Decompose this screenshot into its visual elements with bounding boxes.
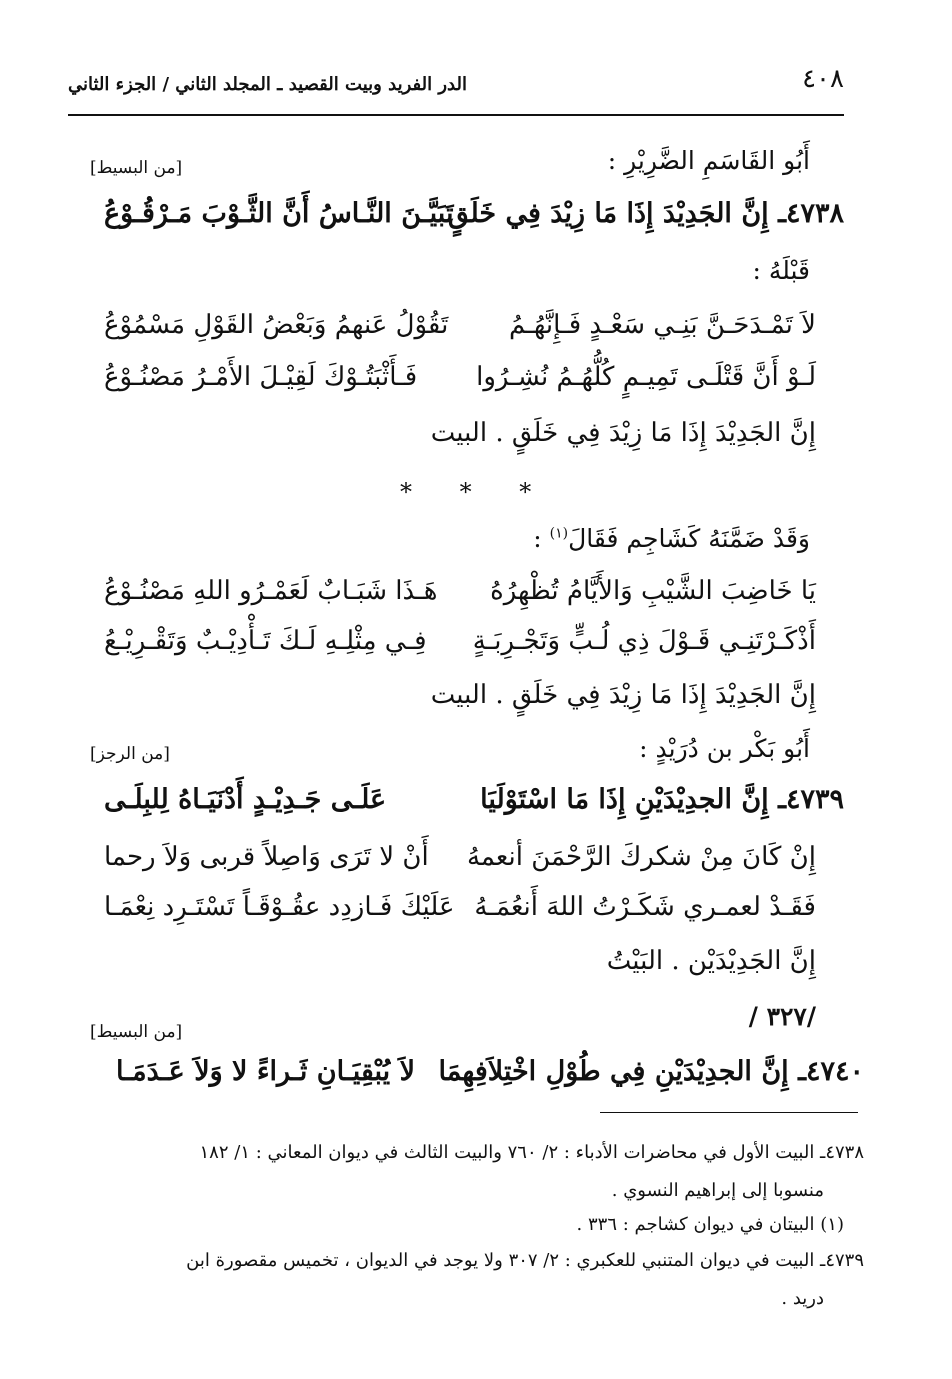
verse-hemistich-right: يَا خَاضِبَ الشَّيْبِ وَالأَيَّامُ تُظْهِرُهُ xyxy=(490,576,816,606)
page-reference: /٣٢٧ / xyxy=(748,1002,816,1031)
verse-hemistich-left: فَـأَثْبَتُـوْكَ لَقِيْـلَ الأَمْـرُ مَصْنُـوْعُ xyxy=(104,362,418,392)
running-title: الدر الفريد وبيت القصيد ـ المجلد الثاني / الجزء الثاني xyxy=(68,74,467,95)
before-label: قَبْلَهُ : xyxy=(752,256,810,285)
footnote-rule xyxy=(600,1112,858,1113)
verse-hemistich-right: أَذْكَـرْتَنِـي قَـوْلَ ذِي لُـبٍّ وَتَجْـرِبَـةٍ xyxy=(472,626,816,656)
meter-label: [من البسيط] xyxy=(90,158,183,178)
verse-hemistich-right: إِنْ كَانَ مِنْ شكركَ الرَّحْمَنَ أنعمهُ xyxy=(466,842,816,872)
verse-hemistich-right: ٤٧٣٨ـ إِنَّ الجَدِيْدَ إِذَا مَا زِيْدَ فِي خَلَقٍ xyxy=(447,198,844,229)
verse-hemistich-right: لاَ تَمْـدَحَـنَّ بَنِـي سَعْـدٍ فَـإِنَّهُـمُ xyxy=(509,310,816,340)
verse-closing: إِنَّ الجَدِيْدَيْن . البَيْتُ xyxy=(606,946,816,976)
footnote-marker: (١) xyxy=(549,525,569,542)
page-number: ٤٠٨ xyxy=(802,64,844,94)
verse-hemistich-left: هَـذَا شَبَـابٌ لَعَمْـرُو اللهِ مَصْنُـوْعُ xyxy=(104,576,438,606)
verse-hemistich-right: ٤٧٤٠ـ إِنَّ الجدِيْدَيْنِ فِي طُوْلِ اخْتِلاَفِهِمَا xyxy=(438,1056,864,1087)
intro-line: وَقَدْ ضَمَّنَهُ كَشَاجِم فَقَالَ$^{(١)}$ : xyxy=(533,524,810,553)
verse-hemistich-left: عَلَـى جَـدِيْـدٍ أَدْنَيَـاهُ لِلبِلَـى xyxy=(104,784,387,815)
footnote-text: ٤٧٣٨ـ البيت الأول في محاضرات الأدباء : ٢/ ٧٦٠ والبيت الثالث في ديوان المعاني : ١/ ١٨٢ xyxy=(199,1142,864,1163)
verse-hemistich-left: عَلَيْكَ فَـازدِد عقُـوْقَـاً تَسْتَـرِد نِعْمَـا xyxy=(104,892,455,922)
verse-hemistich-left: تَقُوْلُ عَنهمُ وَبَعْضُ القَوْلِ مَسْمُوْعُ xyxy=(104,310,449,340)
verse-hemistich-right: فَقَـدْ لعمـري شَكَـرْتُ اللهَ أَنعُمَـهُ xyxy=(474,892,816,922)
verse-hemistich-left: لاَ يُبْقِيَـانِ ثَـراءً لا وَلاَ عَـدَمَـا xyxy=(116,1056,415,1087)
header-rule xyxy=(68,114,844,116)
section-separator: * * * xyxy=(400,478,552,506)
footnote-text: دريد . xyxy=(781,1288,824,1309)
poet-name: أَبُو القَاسَمِ الضَّرِيْرِ : xyxy=(607,146,810,175)
verse-hemistich-left: فِـي مِثْلِـهِ لَـكَ تَـأْدِيْـبٌ وَتَقْـرِيْـعُ xyxy=(104,626,427,656)
meter-label: [من الرجز] xyxy=(90,744,170,764)
verse-hemistich-right: لَـوْ أَنَّ قَتْلَـى تَمِيـمٍ كُلُّهُـمُ نُشِـرُوا xyxy=(476,362,816,392)
verse-hemistich-left: تَبَيَّـنَ النَّـاسُ أَنَّ الثَّـوْبَ مَـرْقُـوْعُ xyxy=(104,198,454,229)
footnote-text: منسوبا إلى إبراهيم النسوي . xyxy=(611,1180,824,1201)
poet-name: أَبُو بَكْر بن دُرَيْدٍ : xyxy=(639,734,810,763)
verse-closing: إِنَّ الجَدِيْدَ إِذَا مَا زِيْدَ فِي خَلَقٍ . البيت xyxy=(430,680,816,710)
footnote-text: (١) البيتان في ديوان كشاجم : ٣٣٦ . xyxy=(576,1214,844,1235)
running-header xyxy=(68,64,844,108)
verse-closing: إِنَّ الجَدِيْدَ إِذَا مَا زِيْدَ فِي خَلَقٍ . البيت xyxy=(430,418,816,448)
intro-text: وَقَدْ ضَمَّنَهُ كَشَاجِم فَقَالَ xyxy=(568,524,810,553)
meter-label: [من البسيط] xyxy=(90,1022,183,1042)
footnote-text: ٤٧٣٩ـ البيت في ديوان المتنبي للعكبري : ٢/ ٣٠٧ ولا يوجد في الديوان ، تخميس مقصورة ابن xyxy=(186,1250,864,1271)
verse-hemistich-right: ٤٧٣٩ـ إِنَّ الجدِيْدَيْنِ إِذَا مَا اسْتَوْلَيَا xyxy=(480,784,844,815)
verse-hemistich-left: أَنْ لا تَرَى وَاصِلاً قربى وَلاَ رحما xyxy=(104,842,429,872)
